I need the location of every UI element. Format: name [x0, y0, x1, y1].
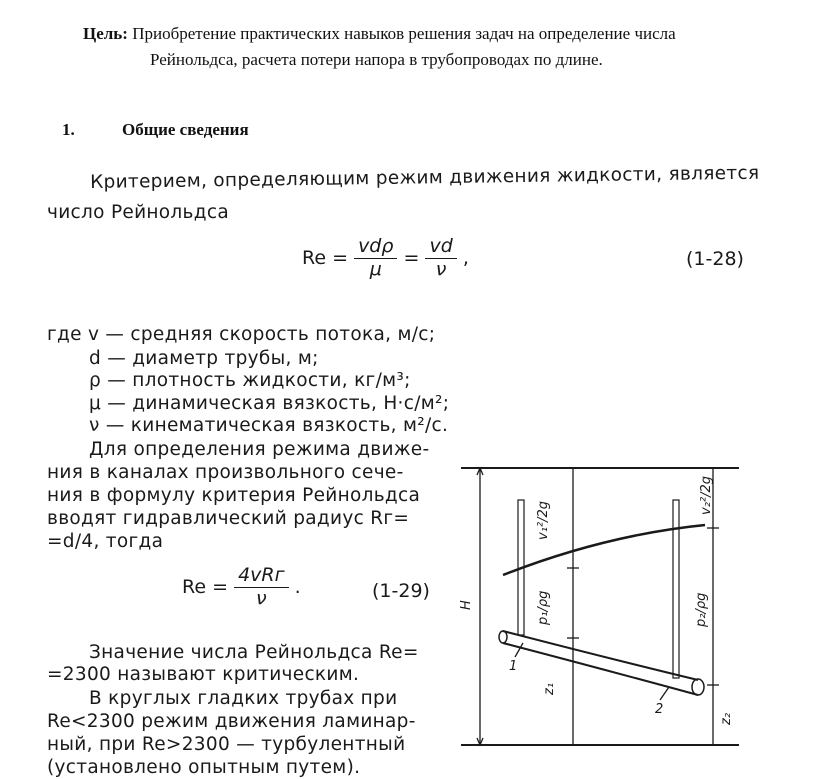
eq1-num1: vdρ: [354, 236, 397, 259]
eq2-number: (1-29): [372, 580, 430, 602]
label-v2: v₂²/2g: [699, 475, 714, 515]
eq1-number: (1-28): [686, 248, 744, 270]
section-number: 1.: [62, 120, 75, 139]
eq1-den2: ν: [435, 257, 447, 280]
piezometer-tube-2: [673, 500, 679, 678]
eq2-lhs: Re: [182, 575, 207, 598]
pipe-top-edge: [503, 631, 698, 680]
laminar-line-2: Re<2300 режим движения ламинар-: [47, 711, 416, 732]
label-h: H: [459, 600, 474, 610]
critical-line-2: =2300 называют критическим.: [47, 664, 360, 685]
where-dynamic-viscosity: μ — динамическая вязкость, Н·с/м²;: [89, 393, 450, 414]
where-density: ρ — плотность жидкости, кг/м³;: [89, 370, 411, 391]
hydraulic-line-2: ния в каналах произвольного сече-: [47, 462, 404, 483]
critical-line-1: Значение числа Рейнольдса Re=: [89, 642, 419, 663]
bernoulli-diagram: [455, 455, 755, 760]
hydraulic-line-3: ния в формулу критерия Рейнольдса: [47, 485, 421, 506]
label-p1: p₁/ρg: [536, 590, 551, 625]
laminar-line-1: В круглых гладких трубах при: [89, 688, 398, 709]
goal-text-2: Рейнольдса, расчета потери напора в трубопроводах по длине.: [150, 50, 603, 69]
eq1-den1: μ: [369, 257, 382, 280]
eq1-fraction-1: [354, 236, 397, 281]
eq1-fraction-2: [425, 236, 456, 281]
goal-text-1: Приобретение практических навыков решения задач на определение числа: [132, 24, 676, 43]
intro-line-1: Критерием, определяющим режим движения жидкости, является: [90, 162, 760, 193]
where-kinematic-viscosity: ν — кинематическая вязкость, м²/с.: [89, 415, 449, 436]
pipe-inlet: [499, 631, 507, 643]
section-title: Общие сведения: [122, 120, 249, 139]
energy-line: [503, 525, 705, 575]
hydraulic-line-1: Для определения режима движе-: [89, 439, 430, 460]
laminar-line-4: (установлено опытным путем).: [47, 757, 361, 778]
goal-label: Цель:: [83, 24, 128, 43]
equation-1-29: Re = $\frac{\text{4vRг}}{\nu}$ .: [182, 564, 301, 609]
label-v1: v₁²/2g: [536, 500, 551, 540]
label-section-2: 2: [655, 702, 664, 717]
eq1-lhs: Re: [302, 246, 327, 269]
label-z1: z₁: [542, 682, 557, 695]
eq2-num: 4vRг: [234, 565, 289, 588]
goal-line-1: [83, 24, 676, 44]
pipe-outlet: [692, 679, 704, 695]
where-diameter: d — диаметр трубы, м;: [89, 348, 319, 369]
hydraulic-line-4: вводят гидравлический радиус Rг=: [47, 508, 410, 529]
equation-1-28: Re = $\frac{\text{vdρ}}{\mu}$ = $\frac{vd}{\nu}$ ,: [302, 235, 469, 280]
laminar-line-3: ный, при Re>2300 — турбулентный: [47, 734, 406, 755]
label-z2: z₂: [719, 712, 734, 725]
label-section-1: 1: [509, 659, 518, 674]
hydraulic-line-5: =d/4, тогда: [47, 531, 164, 552]
eq2-den: ν: [256, 586, 267, 609]
eq1-num2: vd: [425, 236, 456, 259]
label-p2: p₂/ρg: [694, 592, 709, 627]
eq2-fraction: [234, 565, 289, 610]
intro-line-2: число Рейнольдса: [47, 202, 229, 223]
where-velocity: где v — средняя скорость потока, м/с;: [47, 324, 436, 345]
